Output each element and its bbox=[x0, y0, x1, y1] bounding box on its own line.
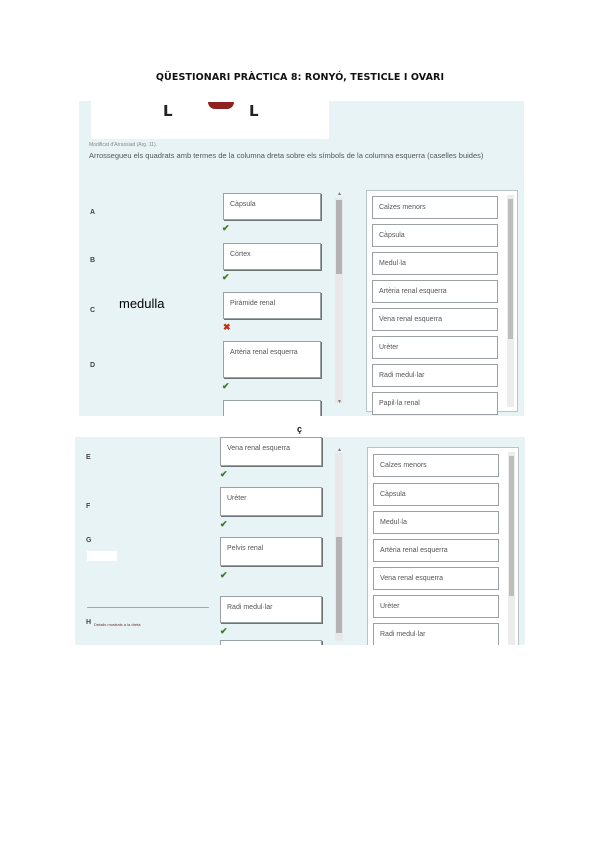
options-scrollbar-thumb[interactable] bbox=[508, 199, 513, 339]
kidney-image bbox=[91, 101, 329, 139]
row-letter-b: B bbox=[90, 257, 96, 264]
row-letter-c: C bbox=[90, 307, 96, 314]
option-item[interactable]: Artèria renal esquerra bbox=[373, 539, 499, 562]
option-item[interactable]: Vena renal esquerra bbox=[372, 308, 498, 331]
row-letter-d: D bbox=[90, 362, 96, 369]
check-icon: ✔ bbox=[220, 626, 228, 636]
middle-scrollbar[interactable] bbox=[335, 198, 343, 403]
option-item[interactable]: Papil·la renal bbox=[372, 392, 498, 415]
check-icon: ✔ bbox=[222, 272, 230, 282]
quiz-screenshot-1 bbox=[79, 101, 524, 416]
row-letter-g: G bbox=[86, 537, 92, 544]
cross-icon: ✖ bbox=[223, 322, 231, 332]
row-letter-e: E bbox=[86, 454, 91, 461]
answer-box-e[interactable]: Vena renal esquerra bbox=[220, 437, 322, 466]
handwritten-note: medulla bbox=[119, 296, 165, 311]
option-item[interactable]: Càpsula bbox=[373, 483, 499, 506]
answer-box-c[interactable]: Piràmide renal bbox=[223, 292, 321, 319]
options-panel bbox=[366, 190, 518, 412]
answer-box-next-partial[interactable] bbox=[220, 640, 322, 645]
middle-scrollbar-thumb[interactable] bbox=[336, 537, 342, 633]
answer-box-d[interactable]: Artèria renal esquerra bbox=[223, 341, 321, 378]
check-icon: ✔ bbox=[222, 223, 230, 233]
option-item[interactable]: Urèter bbox=[373, 595, 499, 618]
answer-box-g[interactable]: Pelvis renal bbox=[220, 537, 322, 566]
answer-box-f[interactable]: Urèter bbox=[220, 487, 322, 516]
image-caption: Modificat d'Arrassiad (Arg. 11). bbox=[89, 142, 158, 148]
options-scrollbar[interactable] bbox=[507, 195, 514, 407]
check-icon: ✔ bbox=[222, 381, 230, 391]
option-item[interactable]: Medul·la bbox=[372, 252, 498, 275]
option-item[interactable]: Artèria renal esquerra bbox=[372, 280, 498, 303]
check-icon: ✔ bbox=[220, 570, 228, 580]
divider-mark: ç bbox=[297, 424, 303, 434]
scroll-down-arrow-icon[interactable]: ▼ bbox=[337, 399, 342, 405]
h-note: Detalls mostrats a la dreta bbox=[94, 622, 141, 627]
answer-box-a[interactable]: Càpsula bbox=[223, 193, 321, 220]
scroll-up-arrow-icon[interactable]: ▲ bbox=[337, 191, 342, 197]
options-panel bbox=[367, 447, 519, 645]
g-placeholder bbox=[87, 551, 117, 561]
middle-scrollbar[interactable] bbox=[335, 453, 343, 641]
option-item[interactable]: Radi medul·lar bbox=[373, 623, 499, 645]
row-letter-h: H bbox=[86, 619, 92, 626]
check-icon: ✔ bbox=[220, 519, 228, 529]
answer-box-e-partial[interactable] bbox=[223, 400, 321, 416]
answer-box-h[interactable]: Radi medul·lar bbox=[220, 596, 322, 623]
quiz-screenshot-2 bbox=[75, 437, 525, 645]
option-item[interactable]: Urèter bbox=[372, 336, 498, 359]
option-item[interactable]: Calzes menors bbox=[373, 454, 499, 477]
document-title: QÜESTIONARI PRÀCTICA 8: RONYÓ, TESTICLE I OVARI bbox=[155, 72, 445, 83]
option-item[interactable]: Radi medul·lar bbox=[372, 364, 498, 387]
scroll-up-arrow-icon[interactable]: ▲ bbox=[337, 447, 342, 453]
image-glyph-left: L bbox=[163, 102, 173, 120]
image-red-shape bbox=[208, 102, 234, 109]
option-item[interactable]: Càpsula bbox=[372, 224, 498, 247]
option-item[interactable]: Vena renal esquerra bbox=[373, 567, 499, 590]
row-letter-f: F bbox=[86, 503, 91, 510]
options-scrollbar[interactable] bbox=[508, 452, 515, 645]
divider-line bbox=[87, 607, 209, 608]
answer-box-b[interactable]: Còrtex bbox=[223, 243, 321, 270]
image-glyph-right: L bbox=[249, 102, 259, 120]
options-scrollbar-thumb[interactable] bbox=[509, 456, 514, 596]
question-instruction: Arrossegueu els quadrats amb termes de la columna dreta sobre els símbols de la columna esquerra (caselles buides) bbox=[89, 151, 484, 160]
check-icon: ✔ bbox=[220, 469, 228, 479]
row-letter-a: A bbox=[90, 209, 96, 216]
option-item[interactable]: Medul·la bbox=[373, 511, 499, 534]
option-item[interactable]: Calzes menors bbox=[372, 196, 498, 219]
middle-scrollbar-thumb[interactable] bbox=[336, 200, 342, 274]
